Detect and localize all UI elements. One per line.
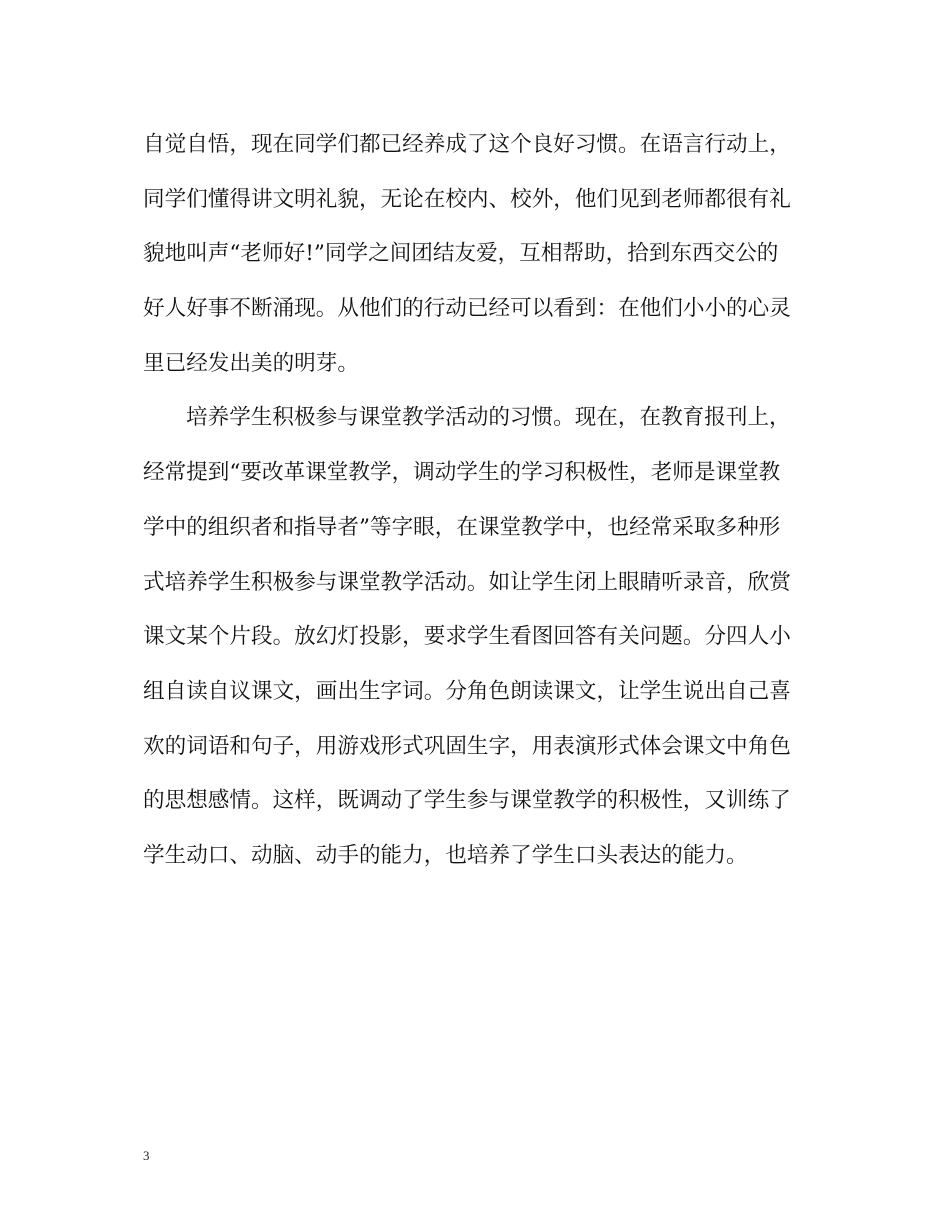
- text-line: 同学们懂得讲文明礼貌，无论在校内、校外，他们见到老师都很有礼: [143, 186, 791, 212]
- page-number: 3: [143, 1148, 150, 1163]
- body-text: [143, 125, 813, 891]
- text-line: 欢的词语和句子，用游戏形式巩固生字，用表演形式体会课文中角色: [143, 733, 791, 759]
- text-line: 学中的组织者和指导者”等字眼，在课堂教学中，也经常采取多种形: [143, 514, 781, 540]
- text-line: 自觉自悟，现在同学们都已经养成了这个良好习惯。在语言行动上，: [143, 132, 791, 157]
- text-line: 学生动口、动脑、动手的能力，也培养了学生口头表达的能力。: [143, 842, 748, 868]
- paragraph-first-line: 培养学生积极参与课堂教学活动的习惯。现在，在教育报刊上，: [186, 405, 791, 431]
- text-line: 的思想感情。这样，既调动了学生参与课堂教学的积极性，又训练了: [143, 788, 791, 814]
- text-line: 式培养学生积极参与课堂教学活动。如让学生闭上眼睛听录音，欣赏: [143, 569, 791, 595]
- text-line: 里已经发出美的明芽。: [143, 350, 359, 376]
- text-line: 课文某个片段。放幻灯投影，要求学生看图回答有关问题。分四人小: [143, 624, 791, 650]
- text-line: 貌地叫声“老师好!”同学之间团结友爱，互相帮助，拾到东西交公的: [143, 241, 779, 267]
- text-line: 好人好事不断涌现。从他们的行动已经可以看到：在他们小小的心灵: [143, 296, 791, 322]
- text-line: 组自读自议课文，画出生字词。分角色朗读课文，让学生说出自己喜: [143, 678, 791, 704]
- text-line: 经常提到“要改革课堂教学，调动学生的学习积极性，老师是课堂教: [143, 460, 781, 486]
